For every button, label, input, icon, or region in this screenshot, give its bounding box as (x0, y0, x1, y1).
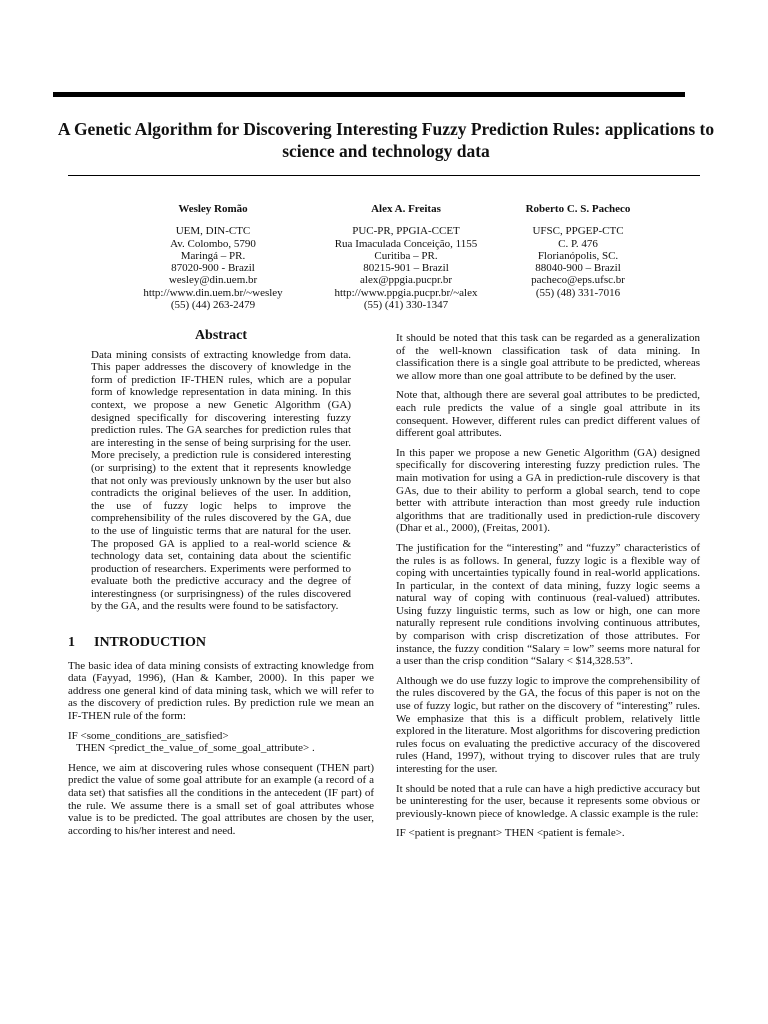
author-url: http://www.din.uem.br/~wesley (143, 286, 283, 299)
right-column (396, 332, 700, 847)
author-email: alex@ppgia.pucpr.br (360, 274, 452, 287)
title-divider (68, 175, 700, 176)
author-address: Rua Imaculada Conceição, 1155 (334, 237, 478, 250)
author-email: pacheco@eps.ufsc.br (531, 274, 625, 287)
rule-if-line: IF <some_conditions_are_satisfied> (68, 729, 229, 742)
author-postcode: 88040-900 – Brazil (535, 262, 621, 275)
author-postcode: 80215-901 – Brazil (363, 262, 449, 275)
abstract-heading: Abstract (194, 328, 248, 343)
body-paragraph: It should be noted that this task can be regarded as a generalization of the well-known classification task of data mining. In classification there is a single goal attribute to be predicted, whereas we allow more than one goal attribute to be defined by the user. (396, 332, 700, 382)
author-address: C. P. 476 (558, 237, 598, 250)
body-paragraph: Although we do use fuzzy logic to improve the comprehensibility of the rules discovered by the GA, the focus of this paper is not on the use of fuzzy logic, but rather on the discovery of “interesting” rules. We emphasize that this is a difficult problem, relatively little explored in the literature. Most algorithms for discovering prediction rules focus on evaluating the predictive accuracy of the discovered rules (Hand, 1997), without trying to discover rules that are truly interesting for the user. (396, 674, 700, 775)
body-paragraph: The justification for the “interesting” and “fuzzy” characteristics of the rules is as follows. In general, fuzzy logic is a flexible way of coping with uncertainties typically found in real-world applications. In particular, in the context of data mining, fuzzy logic seems a natural way of coping with continuous (real-valued) attributes. Using fuzzy linguistic terms, such as low or high, one can more naturally represent rule conditions involving continuous attributes, by comparison with crisp discretization of those attributes. For instance, the fuzzy condition “Salary = low” seems more natural for a user than the crisp condition “Salary < $14,328.53”. (396, 541, 700, 668)
body-paragraph: Note that, although there are several goal attributes to be predicted, each rule predicts the value of a single goal attribute in its consequent. However, different rules can predict different values of different goal attributes. (396, 389, 700, 440)
author-phone: (55) (44) 263-2479 (170, 299, 256, 312)
author-phone: (55) (41) 330-1347 (363, 299, 449, 312)
author-city: Curitiba – PR. (374, 249, 438, 262)
author-affiliation: PUC-PR, PPGIA-CCET (352, 225, 460, 238)
author-phone: (55) (48) 331-7016 (535, 286, 621, 299)
section-number: 1 (68, 635, 75, 651)
author-block-1 (128, 203, 298, 311)
author-block-3 (508, 203, 648, 299)
author-city: Florianópolis, SC. (537, 249, 619, 262)
author-city: Maringá – PR. (180, 249, 246, 262)
author-url: http://www.ppgia.pucpr.br/~alex (334, 286, 478, 299)
section-title: INTRODUCTION (94, 635, 207, 651)
example-rule: IF <patient is pregnant> THEN <patient is female>. (396, 827, 625, 840)
author-affiliation: UFSC, PPGEP-CTC (532, 225, 624, 238)
header-rule (53, 92, 685, 97)
author-email: wesley@din.uem.br (168, 274, 258, 287)
rule-then-line: THEN <predict_the_value_of_some_goal_attribute> . (76, 742, 315, 755)
author-name: Wesley Romão (178, 203, 248, 215)
author-postcode: 87020-900 - Brazil (171, 262, 255, 275)
author-name: Roberto C. S. Pacheco (525, 203, 631, 215)
title-block (53, 118, 719, 162)
author-affiliation: UEM, DIN-CTC (175, 225, 251, 238)
intro-paragraph: Hence, we aim at discovering rules whose consequent (THEN part) predict the value of some goal attribute for an example (a record of a data set) that satisfies all the conditions in the antecedent (IF part) of the rule. We assume there is a small set of goal attributes whose value is to be predicted. The goal attributes are chosen by the user, according to his/her interest and need. (68, 761, 374, 837)
left-column (68, 330, 374, 844)
author-address: Av. Colombo, 5790 (170, 237, 256, 250)
author-name: Alex A. Freitas (371, 203, 441, 215)
body-paragraph: It should be noted that a rule can have a high predictive accuracy but be uninteresting for the user, because it represents some obvious or previously-known piece of knowledge. A classic example is the rule: (396, 782, 700, 820)
author-block-2 (318, 203, 494, 311)
paper-title: A Genetic Algorithm for Discovering Interesting Fuzzy Prediction Rules: applications to science and technology data (57, 119, 715, 161)
intro-paragraph: The basic idea of data mining consists of extracting knowledge from data (Fayyad, 1996), (Han & Kamber, 2000). In this paper we address one general kind of data mining task, which we will refer to as the discovery of prediction rules. By prediction rule we mean an IF-THEN rule of the form: (68, 659, 374, 723)
abstract-text: Data mining consists of extracting knowledge from data. This paper addresses the discovery of knowledge in the form of prediction IF-THEN rules, which are a popular form of knowledge representation in data mining. In this context, we propose a new Genetic Algorithm (GA) designed specifically for discovering interesting fuzzy prediction rules. The GA searches for prediction rules that are interesting in the sense of being surprising for the user. More precisely, a prediction rule is considered interesting (or surprising) to the extent that it represents knowledge that not only was previously unknown by the user but also contradicts the original believes of the user. In addition, the use of fuzzy logic helps to improve the comprehensibility of the rules discovered by the GA, due to the use of linguistic terms that are natural for the user. The proposed GA is applied to a real-world science & technology data set, containing data about the scientific production of researchers. Experiments were performed to evaluate both the predictive accuracy and the degree of interestingness (or surprisingness) of the rules discovered by the GA, and the results were found to be satisfactory. (91, 348, 351, 613)
body-paragraph: In this paper we propose a new Genetic Algorithm (GA) designed specifically for discovering interesting fuzzy prediction rules. The main motivation for using a GA in prediction-rule discovery is that GAs, due to their ability to perform a global search, tend to cope better with attribute interaction than most greedy rule induction algorithms that are traditionally used in prediction-rule discovery (Dhar et al., 2000), (Freitas, 2001). (396, 446, 700, 535)
section-heading (68, 637, 374, 650)
